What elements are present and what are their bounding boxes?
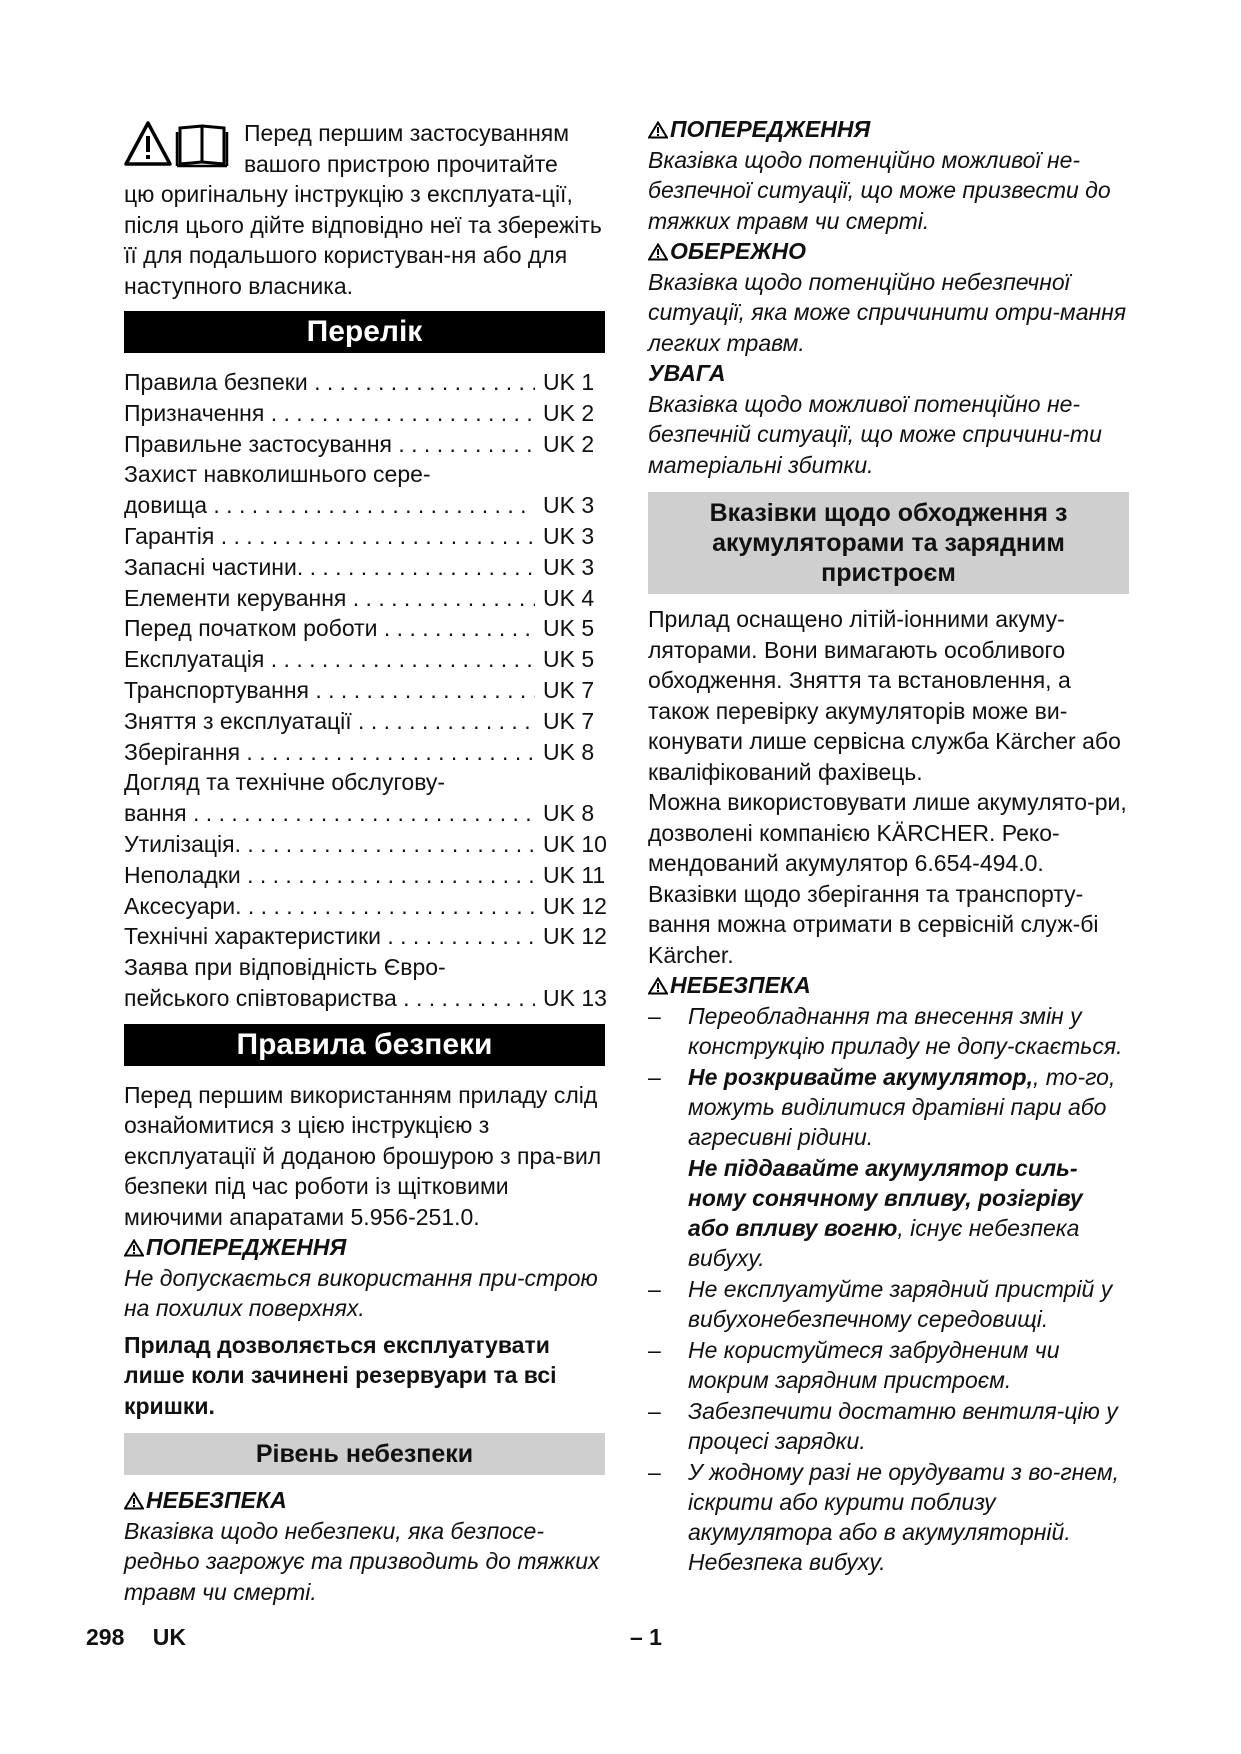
- danger-text: Вказівка щодо небезпеки, яка безпосе-редньо загрожує та призводить до тяжких травм чи смерті.: [124, 1517, 600, 1605]
- battery-para-1: Прилад оснащено літій-іонними акуму-ляторами. Вони вимагають особливого обходження. Зняття та встановлення, а також перевірку акумуляторів може ви-конувати лише сервісна служба Kärcher або кваліфікований фахівець.: [648, 606, 1121, 785]
- toc-entry-page: UK 1: [543, 369, 595, 395]
- safety-warning-text: Не допускається використання при-строю на похилих поверхнях.: [124, 1264, 598, 1322]
- battery-para-2: Можна використовувати лише акумулято-ри, дозволені компанією KÄRCHER. Реко-мендований акумулятор 6.654-494.0.: [648, 789, 1127, 876]
- battery-danger-label: [648, 970, 1129, 1001]
- toc-entry-page: UK 3: [543, 522, 595, 549]
- toc-entry-title-line1: Заява при відповідність Євро-: [124, 954, 446, 981]
- left-column: [124, 118, 605, 1607]
- list-dash: –: [648, 1336, 661, 1363]
- list-item: [648, 1335, 1129, 1395]
- warning-triangle-icon: [124, 1492, 144, 1510]
- list-dash: –: [648, 1275, 661, 1302]
- toc-entry-title: Утилізація. . . .: [124, 829, 535, 860]
- list-item: [648, 1274, 1129, 1334]
- list-item: [648, 1396, 1129, 1456]
- toc-entry-page: UK 7: [543, 707, 595, 734]
- footer-page-info: [86, 1624, 186, 1651]
- toc-entry-title: Зберігання . . .: [124, 737, 535, 768]
- toc-entry-page: UK 3: [543, 492, 595, 519]
- toc-entry-page: UK 7: [543, 676, 595, 703]
- toc-entry-title: Зняття з експлуатації . . .: [124, 706, 535, 737]
- list-dash: –: [648, 1458, 661, 1485]
- list-item: [648, 1153, 1129, 1273]
- toc-entry[interactable]: [124, 490, 605, 521]
- list-item-text: Не експлуатуйте зарядний пристрій у вибухонебезпечному середовищі.: [688, 1275, 1113, 1332]
- list-dash: –: [648, 1397, 661, 1424]
- toc-entry[interactable]: [124, 921, 605, 952]
- list-item-text: , існує небезпека вибуху.: [688, 1214, 1080, 1271]
- toc-entry-page: UK 8: [543, 800, 595, 827]
- toc-entry[interactable]: [124, 367, 605, 398]
- toc-entry-title: Елементи керування . . .: [124, 583, 535, 614]
- list-item: [648, 1062, 1129, 1152]
- list-item-strong: Не розкривайте акумулятор,: [688, 1063, 1033, 1090]
- toc-entry[interactable]: [124, 860, 605, 891]
- toc-entry[interactable]: [124, 429, 605, 460]
- toc-entry-title: Запасні частини. . . .: [124, 552, 535, 583]
- toc-entry-page: UK 3: [543, 553, 595, 580]
- battery-heading: Вказівки щодо обходження з акумуляторами та зарядним пристроєм: [648, 492, 1129, 594]
- toc-entry-page: UK 8: [543, 738, 595, 765]
- caution-level-label-text: ОБЕРЕЖНО: [670, 238, 807, 264]
- notice-level-text: Вказівка щодо можливої потенційно не-безпечній ситуації, що може спричини-ти матеріальні збитки.: [648, 390, 1102, 478]
- toc-entry-title: вання . . .: [124, 798, 535, 829]
- warning-triangle-icon: [648, 121, 668, 139]
- toc-entry-page: UK 11: [543, 861, 606, 888]
- toc-entry[interactable]: [124, 398, 605, 429]
- safety-warning-label-text: ПОПЕРЕДЖЕННЯ: [146, 1234, 347, 1261]
- warning-level-label-text: ПОПЕРЕДЖЕННЯ: [670, 116, 871, 142]
- list-item-text: , то-го, можуть виділитися дратівні пари або агресивні рідини.: [688, 1063, 1116, 1150]
- toc-entry-page: UK 10: [543, 830, 607, 857]
- list-dash: –: [648, 1063, 661, 1090]
- toc-entry-page: UK 2: [543, 399, 595, 426]
- list-item-strong: Не піддавайте акумулятор силь-ному сонячному впливу, розігріву або впливу вогню: [688, 1154, 1083, 1241]
- notice-level-label: УВАГА: [648, 360, 726, 386]
- toc-entry[interactable]: [124, 798, 605, 829]
- battery-para-3: Вказівки щодо зберігання та транспорту-вання можна отримати в сервісній служ-бі Kärcher.: [648, 880, 1099, 968]
- toc-entry-page: UK 12: [543, 892, 607, 919]
- toc-entry[interactable]: [124, 521, 605, 552]
- intro-block: [124, 118, 605, 301]
- toc-entry-title: Правила безпеки . . .: [124, 367, 535, 398]
- list-dash: –: [648, 1002, 661, 1029]
- battery-danger-label-text: НЕБЕЗПЕКА: [670, 972, 811, 998]
- warning-triangle-icon: [124, 1239, 144, 1257]
- toc-heading: Перелік: [124, 311, 605, 353]
- toc-entry[interactable]: [124, 829, 605, 860]
- toc-entry-title: довища . . .: [124, 490, 535, 521]
- toc-entry-title-line1: Догляд та технічне обслугову-: [124, 769, 446, 796]
- toc-entry-first-line[interactable]: [124, 767, 605, 798]
- toc-entry-page: UK 4: [543, 584, 595, 611]
- danger-label-text: НЕБЕЗПЕКА: [146, 1487, 287, 1514]
- toc-entry[interactable]: [124, 737, 605, 768]
- list-item: [648, 1457, 1129, 1577]
- toc-entry-title: Правильне застосування . . .: [124, 429, 535, 460]
- toc-entry[interactable]: [124, 891, 605, 922]
- toc-entry[interactable]: [124, 613, 605, 644]
- warning-level-text: Вказівка щодо потенційно можливої не-безпечної ситуації, що може призвести до тяжких травм чи смерті.: [648, 146, 1111, 234]
- toc-entry-page: UK 5: [543, 646, 595, 673]
- toc-entry[interactable]: [124, 644, 605, 675]
- danger-levels-heading: Рівень небезпеки: [124, 1433, 605, 1475]
- page-number: 298: [86, 1624, 125, 1650]
- safety-intro: Перед першим використанням приладу слід ознайомитися з цією інструкцією з експлуатації й доданою брошурою з пра-вил безпеки під час роботи із щітковими миючими апаратами 5.956-251.0.: [124, 1081, 602, 1230]
- safety-heading: Правила безпеки: [124, 1024, 605, 1066]
- toc-entry[interactable]: [124, 675, 605, 706]
- toc-entry[interactable]: [124, 583, 605, 614]
- list-item-text: У жодному разі не орудувати з во-гнем, іскрити або курити поблизу акумулятора або в акумуляторній. Небезпека вибуху.: [688, 1458, 1120, 1575]
- toc-entry-first-line[interactable]: [124, 952, 605, 983]
- toc-entry-title: Перед початком роботи . . .: [124, 613, 535, 644]
- right-column: [648, 118, 1129, 1578]
- intro-first-lines: Перед першим застосуванням вашого пристрою прочитайте: [244, 120, 570, 177]
- list-item-text: Не користуйтеся забрудненим чи мокрим зарядним пристроєм.: [688, 1336, 1060, 1393]
- list-item-text: Переобладнання та внесення змін у конструкцію приладу не допу-скається.: [688, 1002, 1123, 1059]
- toc-entry[interactable]: [124, 552, 605, 583]
- warning-triangle-icon: [648, 977, 668, 995]
- toc-entry-title: Призначення . . .: [124, 398, 535, 429]
- toc-entry-title: Неполадки . . .: [124, 860, 535, 891]
- warning-level-label: [648, 114, 1129, 145]
- toc-entry-title: Гарантія . . .: [124, 521, 535, 552]
- caution-level-text: Вказівка щодо потенційно небезпечної ситуації, яка може спричинити отри-мання легких травм.: [648, 268, 1127, 356]
- toc-entry-title: Технічні характеристики . . .: [124, 921, 535, 952]
- toc-entry-page: UK 13: [543, 984, 607, 1011]
- safety-warning-label: [124, 1232, 605, 1263]
- toc-entry-title: Аксесуари. . . .: [124, 891, 535, 922]
- toc-entry-page: UK 2: [543, 430, 595, 457]
- toc-entry-first-line[interactable]: [124, 459, 605, 490]
- toc-entry-title: Транспортування . . .: [124, 675, 535, 706]
- toc-entry-title-line1: Захист навколишнього сере-: [124, 461, 431, 488]
- battery-danger-list: [648, 1001, 1129, 1577]
- toc-entry-title: Експлуатація . . .: [124, 644, 535, 675]
- toc-entry[interactable]: [124, 983, 605, 1014]
- warning-triangle-icon: [648, 243, 668, 261]
- footer-center: – 1: [630, 1624, 662, 1650]
- toc-entry-title: пейського співтовариства . . .: [124, 983, 535, 1014]
- list-item: [648, 1001, 1129, 1061]
- danger-label: [124, 1485, 605, 1516]
- toc-entry-page: UK 5: [543, 615, 595, 642]
- footer-lang: UK: [152, 1624, 186, 1650]
- caution-level-label: [648, 236, 1129, 267]
- list-item-text: Забезпечити достатню вентиля-цію у процесі зарядки.: [688, 1397, 1118, 1454]
- toc-entry[interactable]: [124, 706, 605, 737]
- warning-manual-icon: [124, 120, 232, 168]
- toc-entry-page: UK 12: [543, 923, 607, 950]
- safety-bold-note: Прилад дозволяється експлуатувати лише коли зачинені резервуари та всі кришки.: [124, 1331, 557, 1419]
- table-of-contents: [124, 367, 605, 1014]
- intro-rest: цю оригінальну інструкцію з експлуата-ції, після цього дійте відповідно неї та збережіть її для подальшого користуван-ня або для наступного власника.: [124, 181, 602, 299]
